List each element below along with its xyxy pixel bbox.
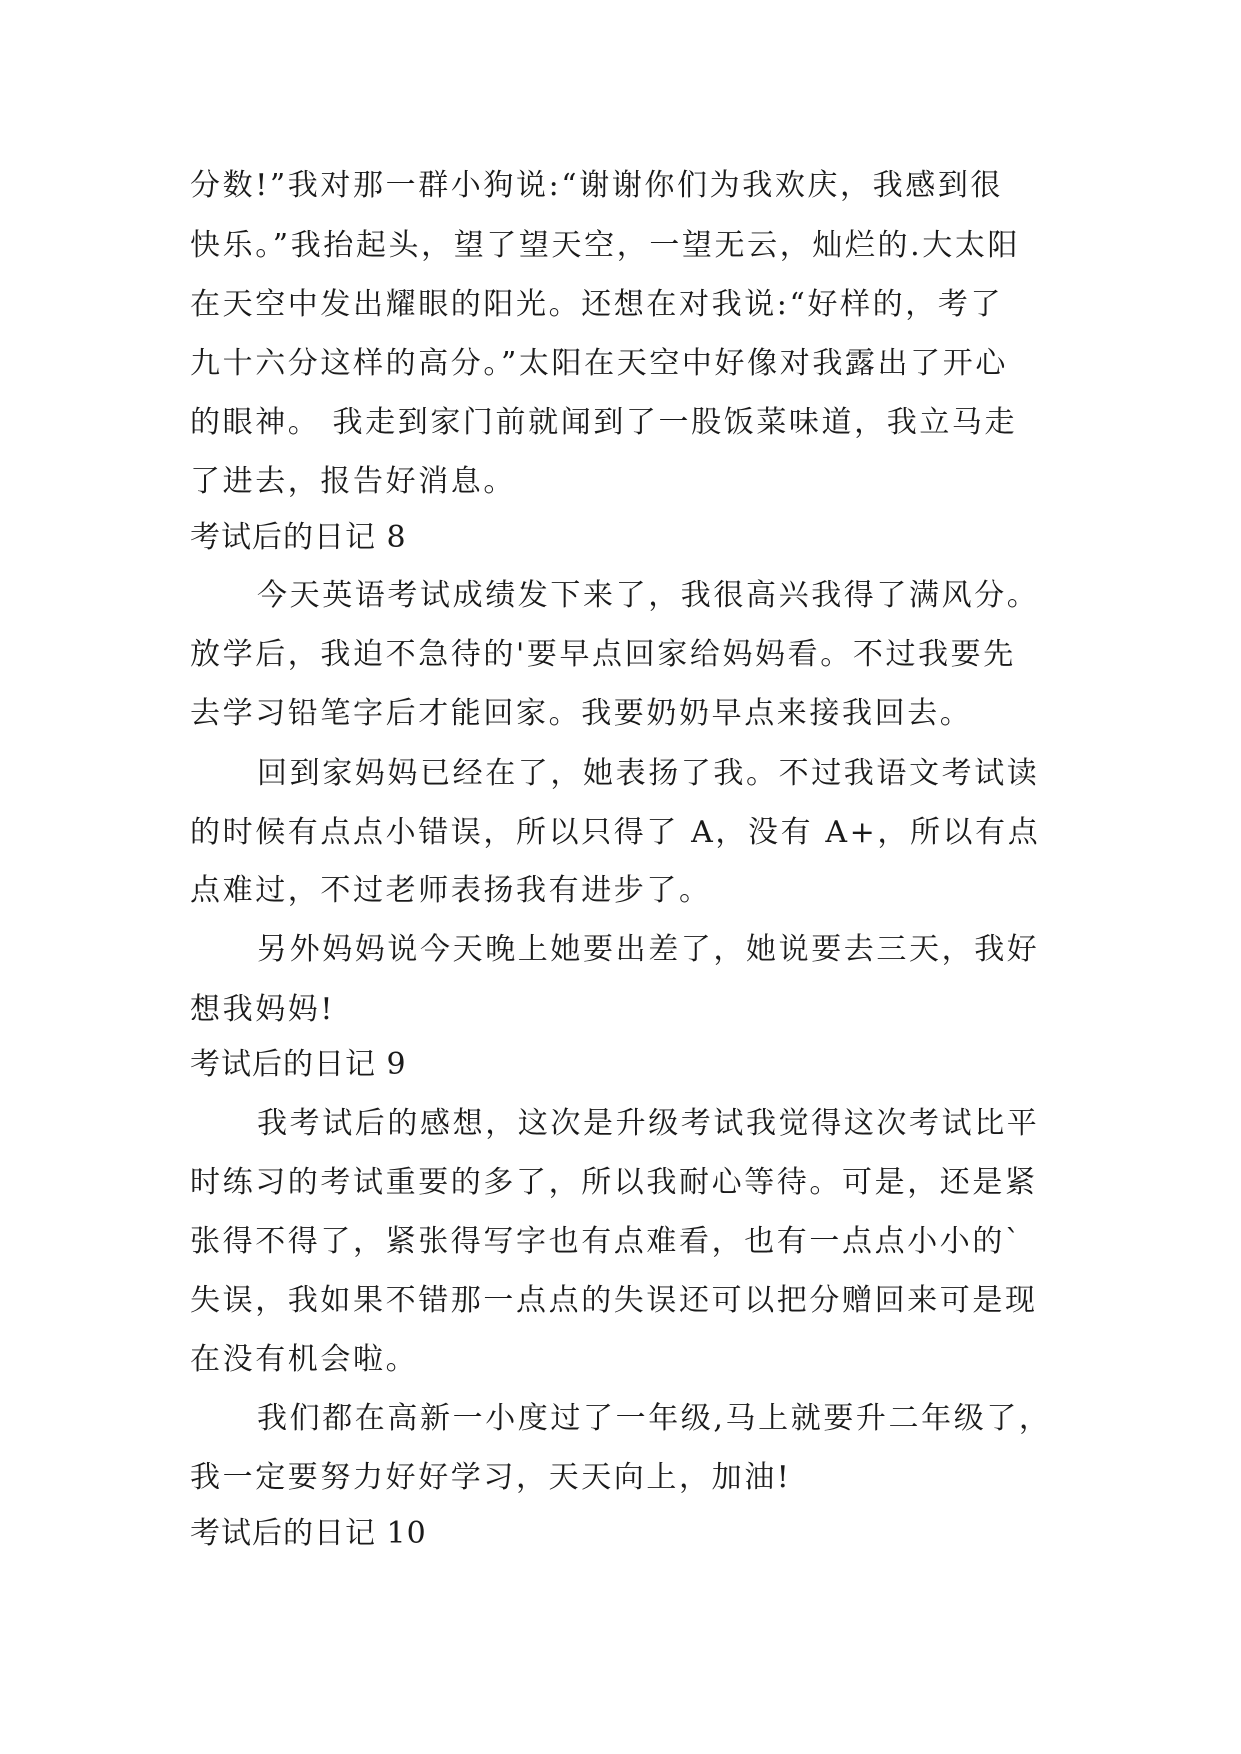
body-line: 放学后，我迫不急待的'要早点回家给妈妈看。不过我要先: [190, 637, 1016, 672]
paragraph-first-line: 另外妈妈说今天晚上她要出差了，她说要去三天，我好: [257, 932, 1040, 967]
paragraph-first-line: 回到家妈妈已经在了，她表扬了我。不过我语文考试读: [257, 756, 1040, 791]
section-heading: 考试后的日记 10: [190, 1516, 427, 1551]
body-line: 失误，我如果不错那一点点的失误还可以把分赠回来可是现: [190, 1283, 1038, 1318]
body-line: 的时候有点点小错误，所以只得了 A，没有 A+，所以有点: [190, 815, 1041, 850]
body-line: 张得不得了，紧张得写字也有点难看，也有一点点小小的`: [190, 1224, 1023, 1259]
body-line: 快乐。”我抬起头，望了望天空，一望无云，灿烂的.大太阳: [190, 228, 1021, 263]
body-line: 想我妈妈!: [190, 992, 336, 1027]
paragraph-first-line: 我们都在高新一小度过了一年级,马上就要升二年级了，: [257, 1401, 1052, 1436]
section-heading: 考试后的日记 9: [190, 1047, 407, 1082]
section-heading: 考试后的日记 8: [190, 520, 407, 555]
body-line: 在没有机会啦。: [190, 1342, 419, 1377]
body-line: 时练习的考试重要的多了，所以我耐心等待。可是，还是紧: [190, 1165, 1038, 1200]
paragraph-first-line: 今天英语考试成绩发下来了，我很高兴我得了满风分。: [257, 578, 1040, 613]
body-line: 我一定要努力好好学习，天天向上，加油!: [190, 1460, 792, 1495]
body-line: 九十六分这样的高分。”太阳在天空中好像对我露出了开心: [190, 346, 1008, 381]
body-line: 的眼神。 我走到家门前就闻到了一股饭菜味道，我立马走: [190, 405, 1018, 440]
body-line: 在天空中发出耀眼的阳光。还想在对我说:“好样的，考了: [190, 287, 1004, 322]
body-line: 点难过，不过老师表扬我有进步了。: [190, 873, 712, 908]
paragraph-first-line: 我考试后的感想，这次是升级考试我觉得这次考试比平: [257, 1106, 1040, 1141]
body-line: 分数!”我对那一群小狗说:“谢谢你们为我欢庆，我感到很: [190, 168, 1004, 203]
body-line: 了进去，报告好消息。: [190, 464, 516, 499]
body-line: 去学习铅笔字后才能回家。我要奶奶早点来接我回去。: [190, 696, 973, 731]
